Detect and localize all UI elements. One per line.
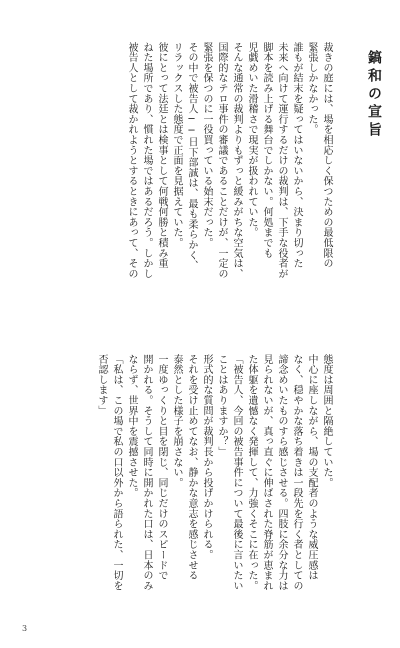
- text-column: 一度ゆっくりと目を閉じ、同じだけのスピードで: [156, 354, 167, 581]
- text-column: ことはありますか？」: [216, 354, 227, 457]
- text-column: た体躯を遺憾なく発揮して、力強くそこに在った。: [246, 354, 257, 591]
- text-column: 見られないが、真っ直ぐに伸ばされた脊筋が恵まれ: [261, 354, 272, 591]
- body-text-upper: [124, 42, 334, 279]
- text-column: ならず、世界中を震撼させた。: [126, 354, 137, 499]
- text-column: なく、穏やかな落ち着きは一段先を行く者としての: [291, 354, 302, 591]
- text-column: 緊張しかなかった。: [306, 42, 317, 135]
- text-column: 態度は周囲と隔絶していた。: [321, 354, 332, 488]
- text-column: 彼にとって法廷とは検事として何戦何勝と積み重: [156, 42, 167, 269]
- text-column: その中で被告人──日下部誠は、最も柔らかく、: [186, 42, 197, 271]
- text-column: それを受け止めてなお、静かな意志を感じさせる: [186, 354, 197, 581]
- text-column: 被告人として裁かれようとするときにあって、その: [126, 42, 137, 279]
- text-column: 泰然とした様子を崩さない。: [171, 354, 182, 488]
- text-column: 未来へ向けて運行するだけの裁判は、下手な役者が: [276, 42, 287, 279]
- text-column: 形式的な質問が裁判長から投げかけられる。: [201, 354, 212, 560]
- text-column: 国際的なテロ事件の審議であることだけが、一定の: [216, 42, 227, 279]
- chapter-title: 鎬和の宣旨: [366, 50, 382, 140]
- text-column: 緊張を保つのに一役買っている始末だった。: [201, 42, 212, 248]
- text-column: 「被告人、今回の被告事件について最後に言いたい: [231, 354, 242, 591]
- text-column: 脚本を読み上げる舞台でしかない。何処までも: [261, 42, 272, 259]
- text-column: リラックスした態度で正面を見据えていた。: [171, 42, 182, 248]
- text-column: 諦念めいたものすら感じさせる。四肢に余分な力は: [276, 354, 287, 591]
- text-column: ねた場所であり、慣れた場ではあるだろう。しかし: [141, 42, 152, 279]
- text-column: 「私は、この場で私の口以外から語られた、一切を: [111, 354, 122, 591]
- text-column: 児戯めいた滑稽さで現実が扱われていた。: [246, 42, 257, 238]
- text-column: 中心に座しながら、場の支配者のような威圧感は: [306, 354, 317, 581]
- text-column: そんな通常の裁判よりもずっと緩みがちな空気は、: [231, 42, 242, 279]
- page-number: 3: [22, 624, 28, 633]
- text-column: 開かれる。そうして同時に開かれた口は、日本のみ: [141, 354, 152, 591]
- text-column: 誰もが結末を疑ってはいないから、決まり切った: [291, 42, 302, 269]
- text-column: 否認します」: [96, 354, 107, 416]
- body-text-lower: [94, 354, 334, 591]
- text-column: 裁きの庭には、場を相応しく保つための最低限の: [321, 42, 332, 269]
